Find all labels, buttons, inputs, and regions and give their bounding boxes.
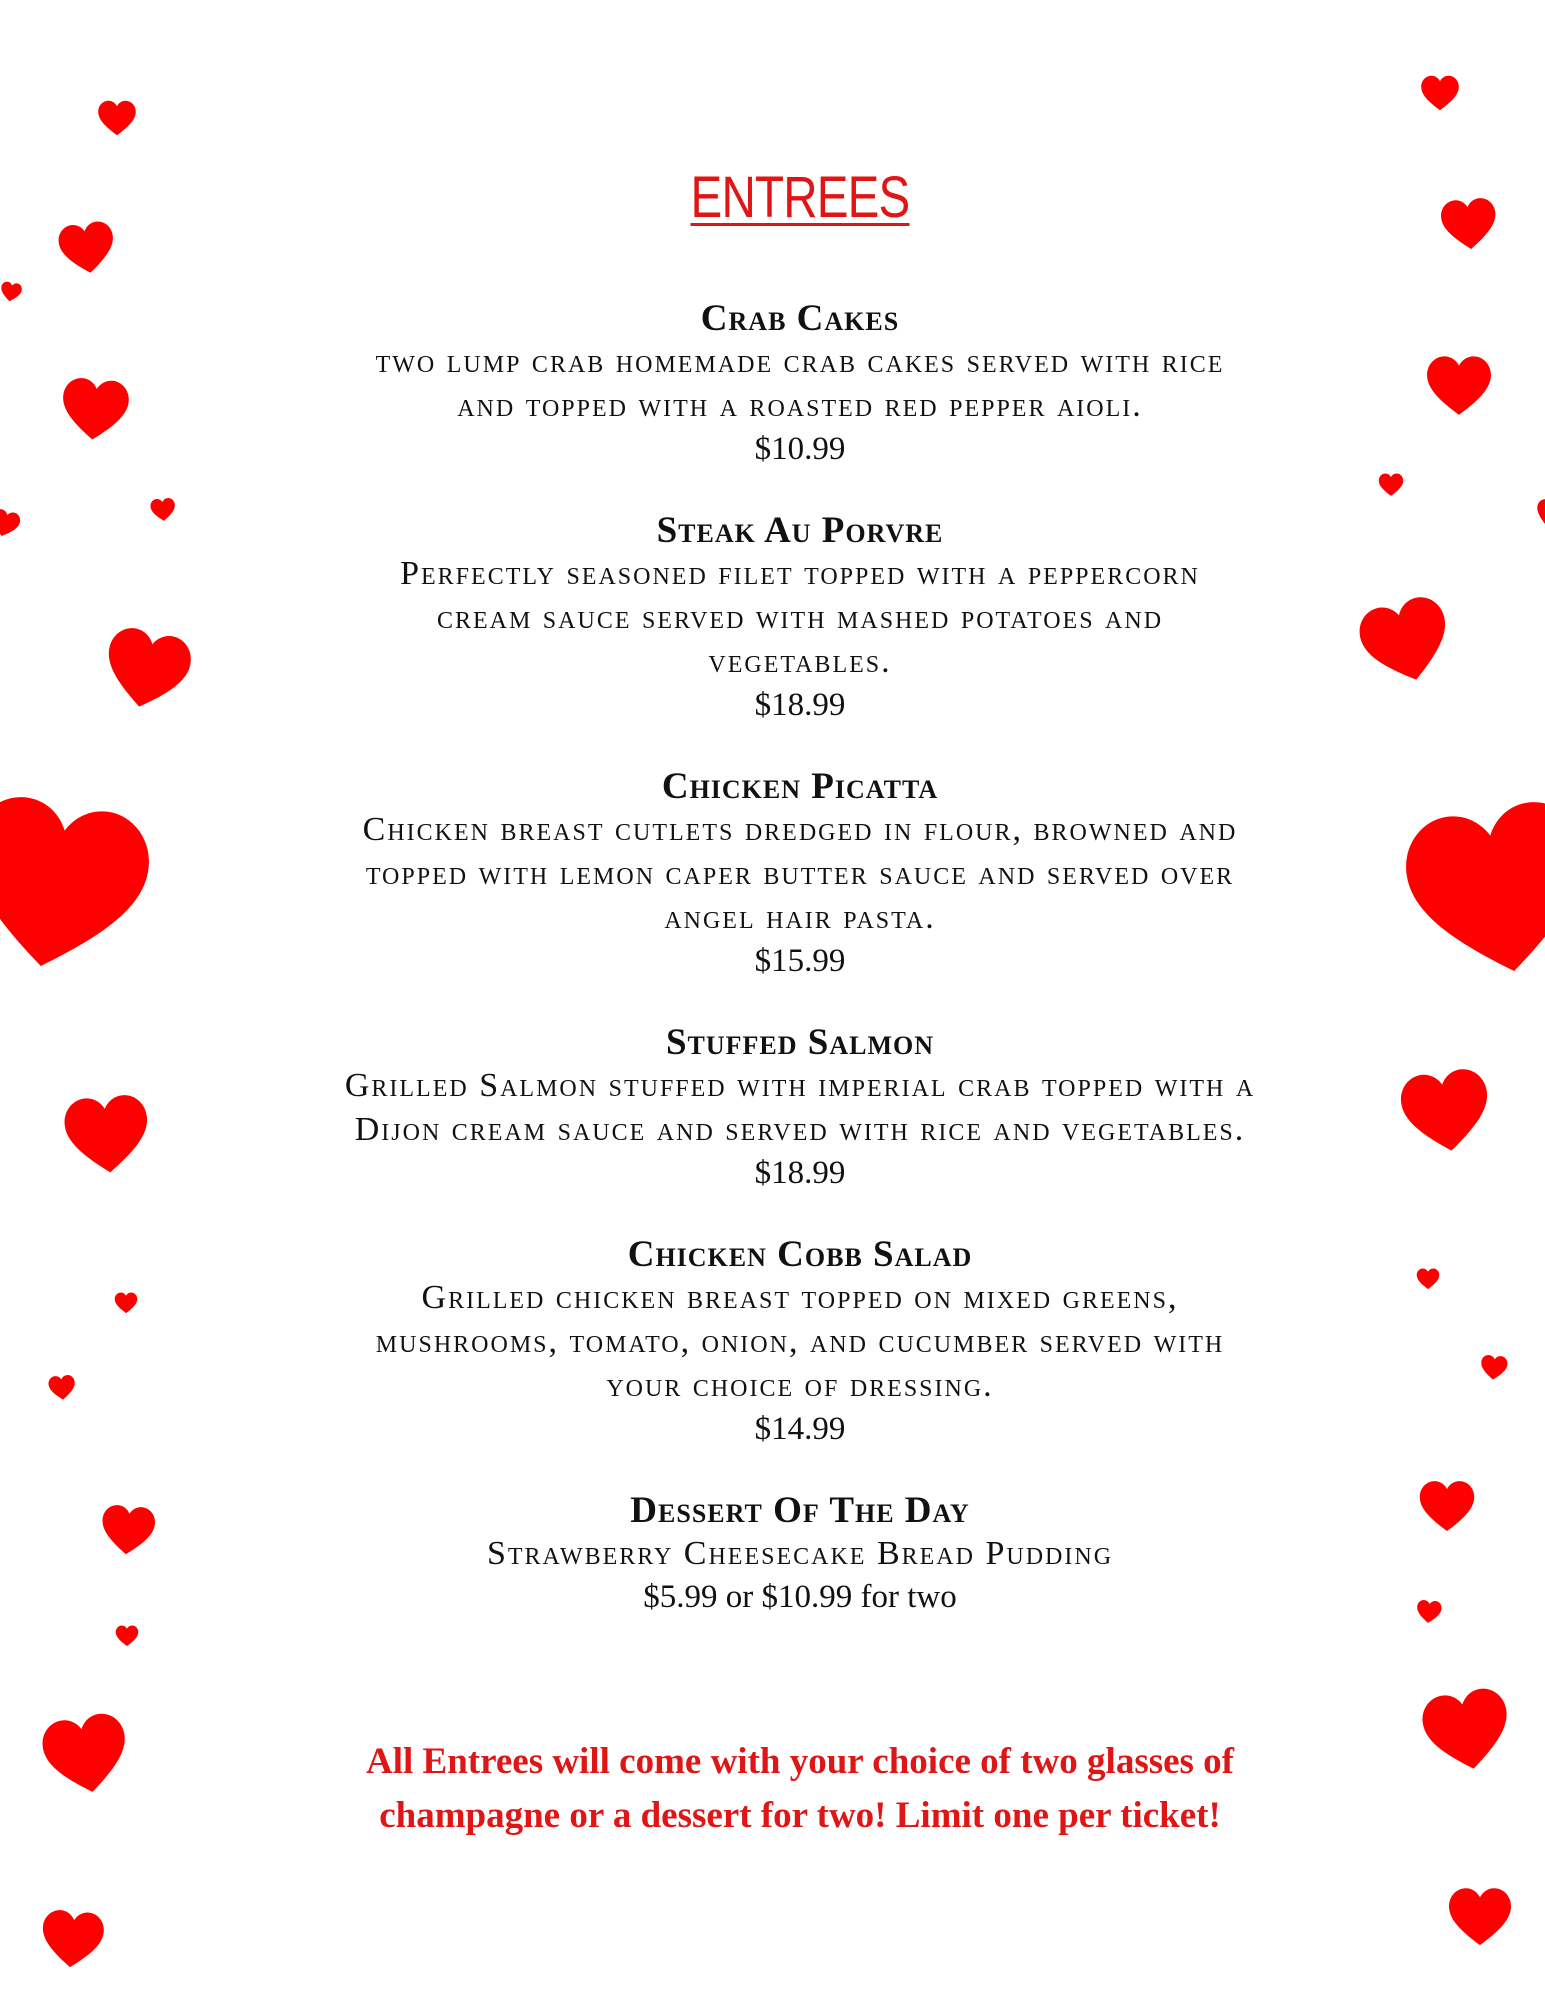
heart-icon [38,1907,108,1971]
promo-note-line: champagne or a dessert for two! Limit one per ticket! [379,1795,1221,1836]
heart-icon [1416,1268,1440,1290]
item-name: Dessert Of The Day [630,1490,970,1531]
item-description-line: Chicken breast cutlets dredged in flour, browned and [362,811,1238,848]
heart-icon [97,100,137,136]
item-price: $18.99 [754,1155,846,1191]
item-description-line: Perfectly seasoned filet topped with a peppercorn [400,555,1200,592]
menu-item [200,1490,1400,1618]
promo-note-line: All Entrees will come with your choice of two glasses of [365,1741,1235,1782]
item-description [225,340,1375,428]
heart-icon [36,1708,136,1801]
heart-icon [114,1292,138,1314]
item-description [225,1276,1375,1408]
heart-icon [0,785,163,986]
item-description-line: your choice of dressing. [606,1367,994,1404]
item-description-line: Grilled chicken breast topped on mixed greens, [421,1279,1179,1316]
heart-icon [115,1625,139,1647]
menu-item [200,1234,1400,1450]
item-price: $14.99 [754,1411,846,1447]
item-description-line: Dijon cream sauce and served with rice and vegetables. [354,1111,1246,1148]
heart-icon [1438,196,1500,253]
item-name: Chicken Picatta [661,766,939,807]
heart-icon [96,622,199,718]
item-price: $10.99 [754,431,846,467]
heart-icon [1415,1599,1443,1625]
item-description [225,1532,1375,1576]
item-description-line: cream sauce served with mashed potatoes and [436,599,1164,636]
item-description [225,552,1375,684]
heart-icon [55,218,120,278]
item-description-line: and topped with a roasted red pepper aioli. [457,387,1143,424]
item-description-line: angel hair pasta. [664,899,936,936]
heart-icon [1418,1480,1476,1532]
entrees-menu [200,160,1400,1658]
heart-icon [1420,75,1460,111]
item-description [225,808,1375,940]
page-title: ENTREES [690,165,910,230]
item-price: $18.99 [754,687,846,723]
item-name: Stuffed Salmon [665,1022,935,1063]
promo-note [200,1735,1400,1843]
item-price: $5.99 or $10.99 for two [643,1579,957,1615]
heart-icon [57,375,132,444]
heart-icon [1425,355,1493,416]
item-description-line: mushrooms, tomato, onion, and cucumber served with [375,1323,1225,1360]
menu-item [200,1022,1400,1194]
heart-icon [149,497,177,523]
item-name: Chicken Cobb Salad [627,1234,973,1275]
heart-icon [1392,790,1545,991]
heart-icon [60,1091,155,1178]
heart-icon [98,1503,158,1558]
heart-icon [1532,497,1545,531]
item-description-line: topped with lemon caper butter sauce and served over [365,855,1235,892]
item-description-line: Strawberry Cheesecake Bread Pudding [486,1535,1114,1572]
item-name: Crab Cakes [700,298,900,339]
heart-icon [1447,1887,1513,1946]
heart-icon [1479,1354,1509,1382]
heart-icon [0,280,24,303]
item-name: Steak Au Porvre [656,510,944,551]
item-description-line: two lump crab homemade crab cakes served with rice [375,343,1225,380]
heart-icon [0,507,23,541]
heart-icon [1395,1064,1498,1159]
menu-item [200,766,1400,982]
item-description-line: vegetables. [708,643,892,680]
item-description [225,1064,1375,1152]
item-price: $15.99 [754,943,846,979]
heart-icon [1416,1683,1519,1778]
menu-item [200,510,1400,726]
heart-icon [47,1374,77,1402]
menu-item [200,298,1400,470]
item-description-line: Grilled Salmon stuffed with imperial crab topped with a [344,1067,1256,1104]
